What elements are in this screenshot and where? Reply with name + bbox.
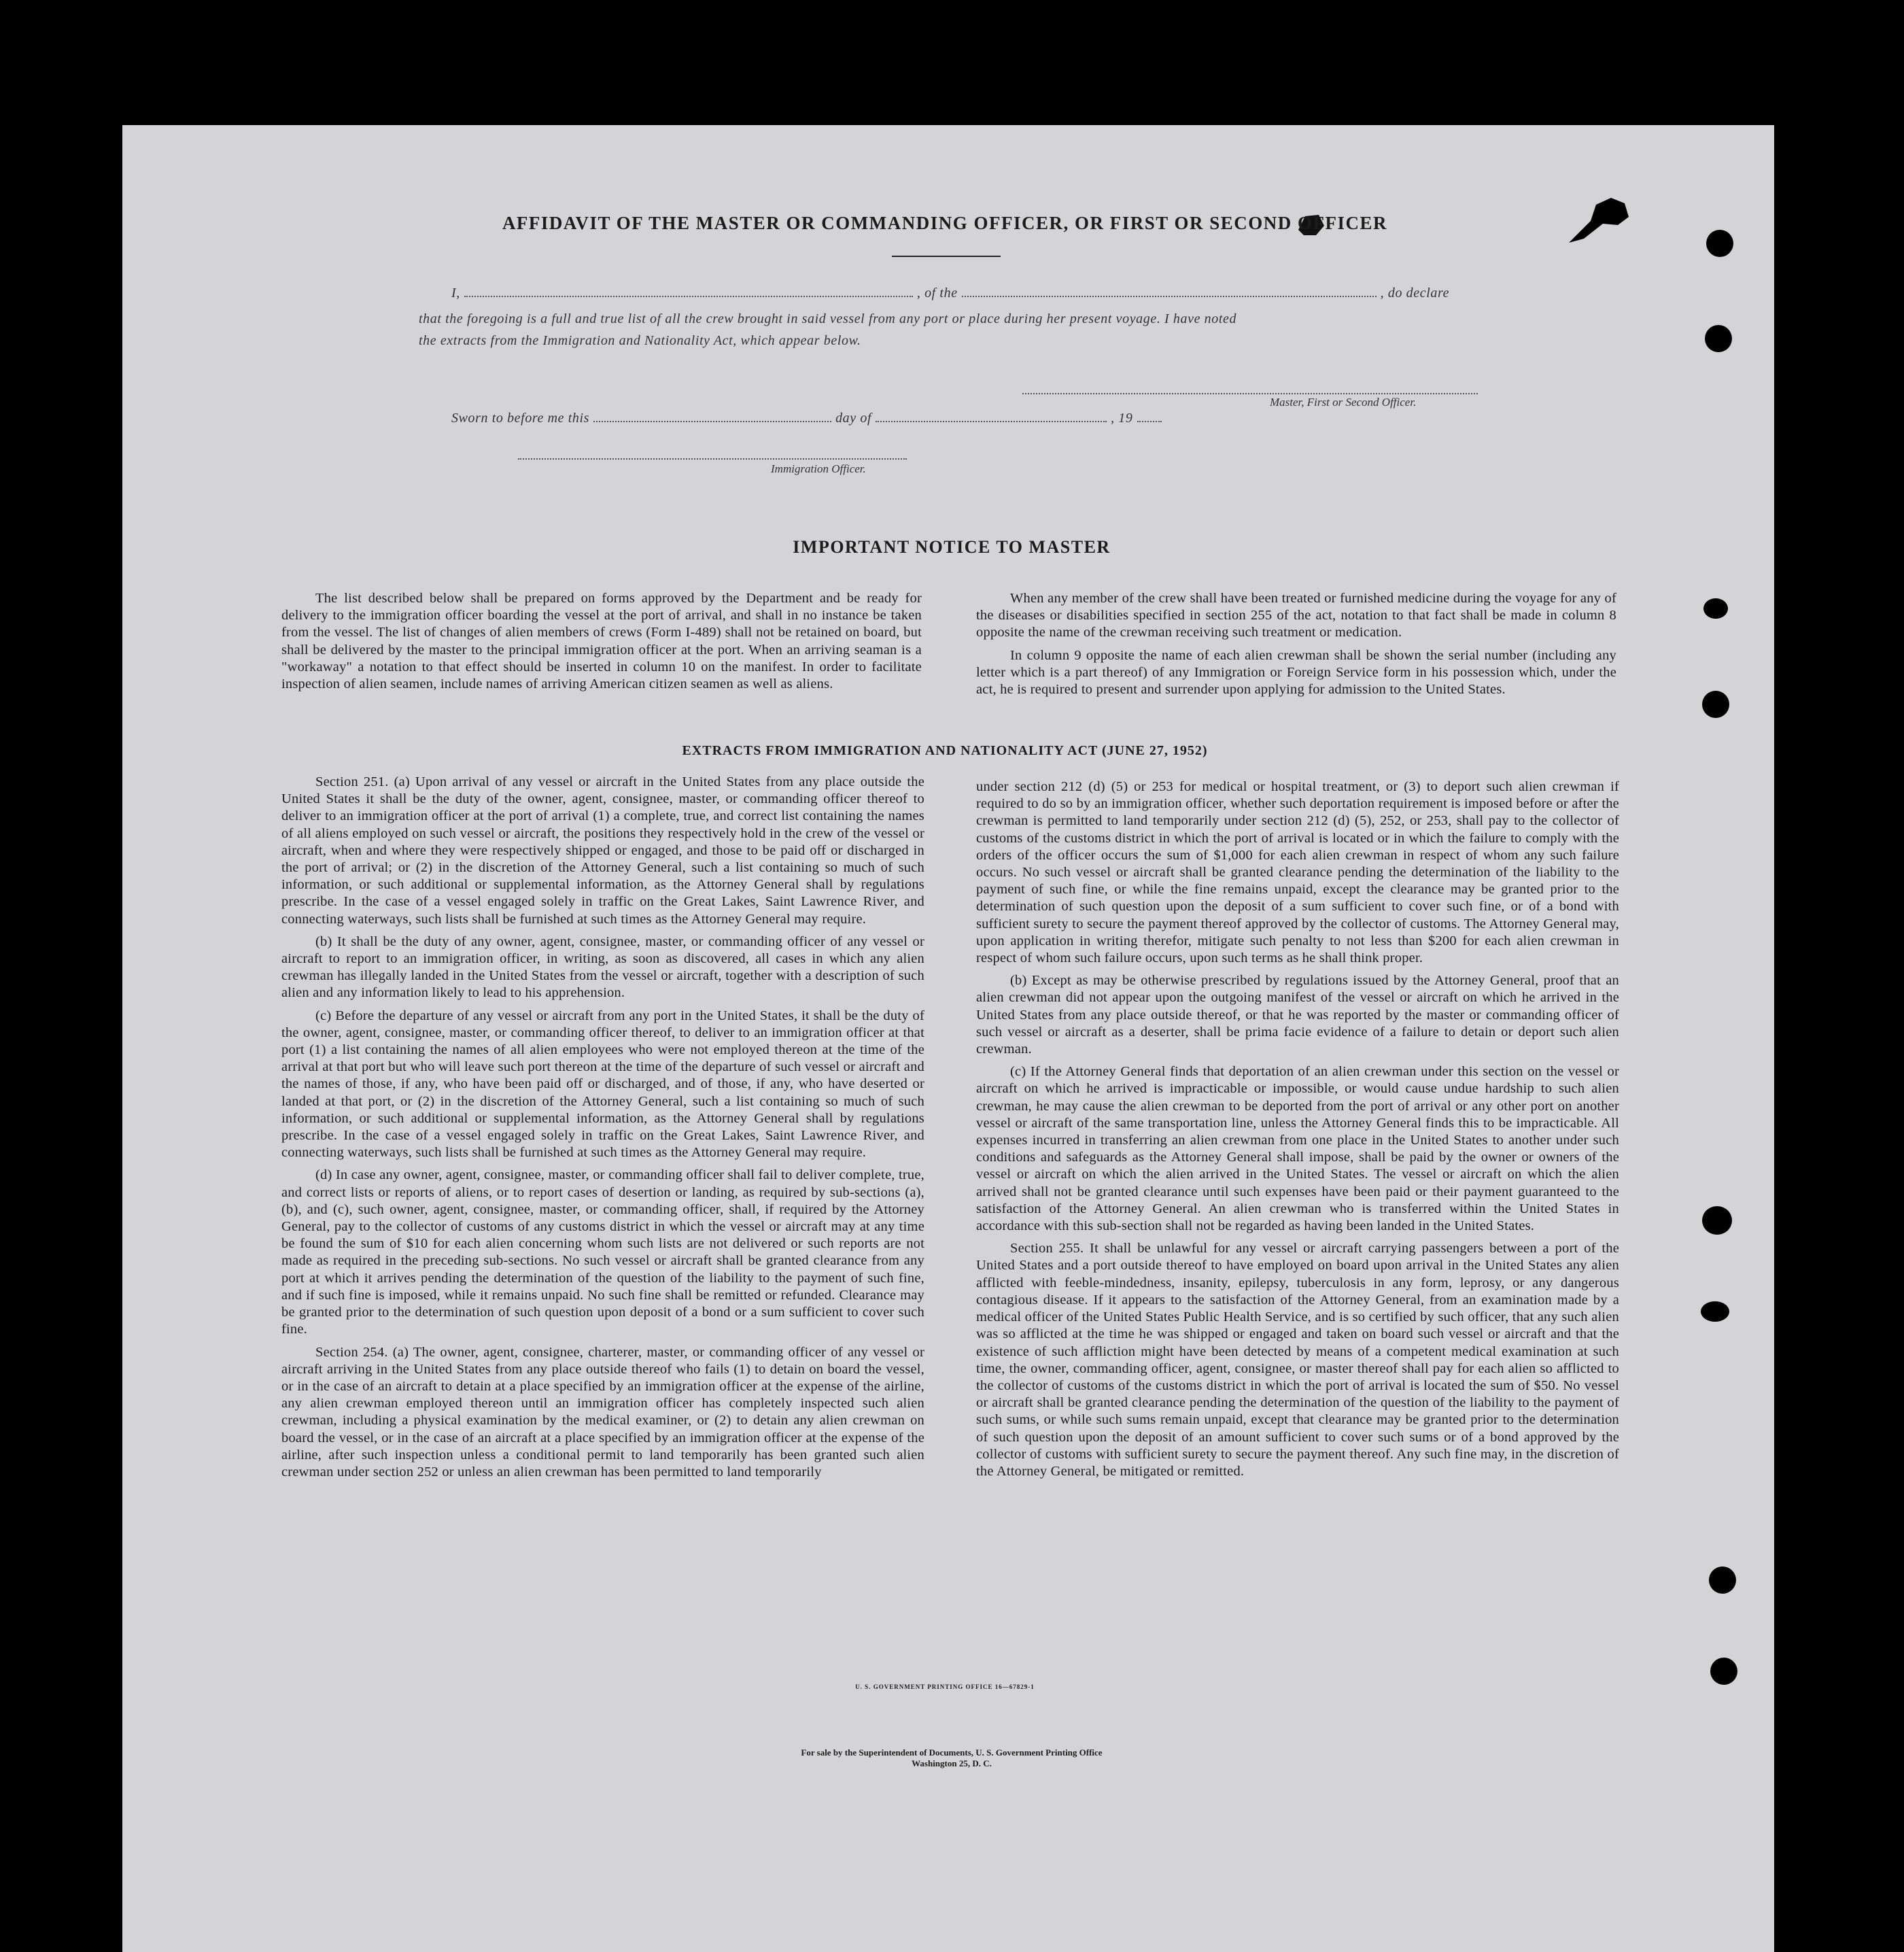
sworn-month-field[interactable] bbox=[876, 421, 1107, 422]
sworn-year-field[interactable] bbox=[1137, 421, 1162, 422]
section-251-b: (b) It shall be the duty of any owner, agent, consignee, master, or commanding officer of any vessel or aircraft to report to an immigration officer, in writing, as soon as discovered, all cases in which any alien crewman has illegally landed in the United States from the vessel or aircraft, together with a description of such alien and any information likely to lead to his apprehension. bbox=[281, 934, 924, 1001]
immigration-signature-line[interactable] bbox=[518, 458, 907, 460]
notice-title: IMPORTANT NOTICE TO MASTER bbox=[793, 537, 1111, 557]
notice-right-column bbox=[976, 590, 1616, 704]
officer-signature-line[interactable] bbox=[1022, 393, 1478, 394]
notice-right-paragraph-1: When any member of the crew shall have been treated or furnished medicine during the voyage for any of the diseases or disabilities specified in section 255 of the act, notation to that fact shall be made in column 8 opposite the name of the crewman receiving such treatment or medication. bbox=[976, 591, 1616, 640]
of-the-label: , of the bbox=[916, 286, 958, 301]
punch-hole bbox=[1709, 1566, 1736, 1594]
title-rule bbox=[892, 256, 1001, 257]
notice-left-column bbox=[281, 590, 922, 698]
punch-hole bbox=[1703, 598, 1728, 619]
year-label: , 19 bbox=[1111, 411, 1133, 426]
extracts-right-column bbox=[976, 778, 1619, 1486]
section-255: Section 255. It shall be unlawful for any vessel or aircraft carrying passengers between a port of the United States and a port outside thereof to have employed on board upon arrival in the United States any alien afflicted with feeble-mindedness, insanity, epilepsy, tuberculosis in any form, leprosy, or any dangerous contagious disease. If it appears to the satisfaction of the Attorney General, from an examination made by a medical officer of the United States Public Health Service, and is so certified by such officer, that any such alien was so afflicted at the time he was shipped or engaged and taken on board such vessel or aircraft and that the existence of such affliction might have been detected by means of a competent medical examination at such time, the owner, commanding officer, agent, consignee, or master thereof shall pay for each alien so afflicted to the collector of customs of the customs district in which the port of arrival is located the sum of $50. No vessel or aircraft shall be granted clearance pending the determination of the question of the liability to the payment of such sums, or while such sums remain unpaid, except that clearance may be granted prior to the determination of such question upon the deposit of an amount sufficient to cover such sums or of a bond approved by the collector of customs with sufficient surety to secure the payment thereof. Any such fine may, in the discretion of the Attorney General, be mitigated or remitted. bbox=[976, 1241, 1619, 1479]
section-251-a: Section 251. (a) Upon arrival of any vessel or aircraft in the United States from any place outside the United States it shall be the duty of the owner, agent, consignee, master, or commanding officer thereof to deliver to an immigration officer at the port of arrival (1) a complete, true, and correct list containing the names of all aliens employed on such vessel or aircraft, the positions they respectively hold in the crew of the vessel or aircraft, when and where they were respectively shipped or engaged, and those to be paid off or discharged in the port of arrival; or (2) in the discretion of the Attorney General, such a list containing so much of such information, or such additional or supplemental information, as the Attorney General shall by regulations prescribe. In the case of a vessel engaged solely in traffic on the Great Lakes, Saint Lawrence River, and connecting waterways, such lists shall be furnished at such times as the Attorney General may require. bbox=[281, 774, 924, 927]
punch-hole bbox=[1710, 1658, 1737, 1685]
immigration-caption: Immigration Officer. bbox=[771, 462, 866, 475]
statement-line-2: the extracts from the Immigration and Nationality Act, which appear below. bbox=[419, 333, 861, 348]
extracts-left-column bbox=[281, 774, 924, 1486]
torn-corner-mark bbox=[1563, 194, 1638, 248]
section-254-c: (c) If the Attorney General finds that deportation of an alien crewman under this section on the vessel or aircraft on which he arrived is impracticable or impossible, or would cause undue hardship to such alien crewman, he may cause the alien crewman to be deported from the port of arrival or any other port on another vessel or aircraft of the same transportation line, unless the Attorney General finds this to be impracticable. All expenses incurred in transferring an alien crewman from one place in the United States to another under such conditions and safeguards as the Attorney General shall impose, shall be paid by the owner or owners of the vessel or aircraft on which the alien arrived in the United States. The vessel or aircraft on which the alien arrived shall not be granted clearance until such expenses have been paid or their payment guaranteed to the satisfaction of the Attorney General. An alien crewman who is transferred within the United States in accordance with this sub-section shall not be regarded as having been landed in the United States. bbox=[976, 1064, 1619, 1234]
footer bbox=[666, 1747, 1237, 1769]
punch-hole bbox=[1702, 691, 1729, 718]
sworn-line bbox=[451, 411, 1226, 426]
section-254-a: Section 254. (a) The owner, agent, consignee, charterer, master, or commanding officer of any vessel or aircraft arriving in the United States from any place outside thereof who fails (1) to detain on board the vessel, or in the case of an aircraft to detain at a place specified by an immigration officer at the expense of the airline, any alien crewman employed thereon until an immigration officer has completely inspected such alien crewman, including a physical examination by the medical examiner, or (2) to detain any alien crewman on board the vessel, or in the case of an aircraft at a place specified by an immigration officer at the expense of the airline, after such inspection unless a conditional permit to land temporarily has been granted such alien crewman under section 252 or unless an alien crewman has been permitted to land temporarily bbox=[281, 1344, 924, 1479]
declarant-line bbox=[451, 286, 1478, 301]
section-254-b: (b) Except as may be otherwise prescribed by regulations issued by the Attorney General, proof that an alien crewman did not appear upon the outgoing manifest of the vessel or aircraft on which he arrived in the United States from any place outside thereof, or that he was reported by the master or commanding officer of such vessel or aircraft as a deserter, shall be prima facie evidence of a failure to detain or deport such alien crewman. bbox=[976, 973, 1619, 1057]
section-251-c: (c) Before the departure of any vessel or aircraft from any port in the United States, it shall be the duty of the owner, agent, consignee, master, or commanding officer thereof, to deliver to an immigration officer at that port (1) a list containing the names of all alien employees who were not employed thereon at the time of the arrival at that port but who will leave such port thereon at the time of the departure of such vessel or aircraft and the names of those, if any, who have been paid off or discharged, and of those, if any, who have deserted or landed at that port, or (2) in the discretion of the Attorney General, such a list containing so much of such information, or such additional or supplemental information, as the Attorney General shall by regulations prescribe. In the case of a vessel engaged solely in traffic on the Great Lakes, Saint Lawrence River, and connecting waterways, such lists shall be furnished at such times as the Attorney General may require. bbox=[281, 1008, 924, 1161]
printing-office-code: U. S. GOVERNMENT PRINTING OFFICE 16—67829-1 bbox=[855, 1683, 1035, 1690]
footer-line-2: Washington 25, D. C. bbox=[912, 1758, 992, 1768]
footer-line-1: For sale by the Superintendent of Documents, U. S. Government Printing Office bbox=[801, 1747, 1103, 1758]
affidavit-title: AFFIDAVIT OF THE MASTER OR COMMANDING OFFICER, OR FIRST OR SECOND OFFICER bbox=[502, 213, 1388, 233]
notice-left-paragraph: The list described below shall be prepared on forms approved by the Department and be ready for delivery to the immigration officer boarding the vessel at the port of arrival, and shall in no instance be taken from the vessel. The list of changes of alien members of crews (Form I-489) shall not be retained on board, but shall be delivered by the master to the principal immigration officer at the port. When an arriving seaman is a "workaway" a notation to that effect should be inserted in column 10 on the manifest. In order to facilitate inspection of alien seamen, include names of arriving American citizen seamen as well as aliens. bbox=[281, 591, 922, 692]
officer-caption: Master, First or Second Officer. bbox=[1270, 396, 1417, 409]
statement-line-1: that the foregoing is a full and true list of all the crew brought in said vessel from any port or place during her present voyage. I have noted bbox=[419, 311, 1237, 326]
punch-hole bbox=[1701, 1301, 1729, 1322]
punch-hole bbox=[1702, 1206, 1732, 1235]
sworn-day-field[interactable] bbox=[593, 421, 831, 422]
i-label: I, bbox=[451, 286, 460, 301]
day-of-label: day of bbox=[835, 411, 872, 426]
name-field[interactable] bbox=[464, 296, 913, 297]
do-declare-label: , do declare bbox=[1380, 286, 1450, 301]
section-254-a-continued: under section 212 (d) (5) or 253 for medical or hospital treatment, or (3) to deport such alien crewman if required to do so by an immigration officer, whether such deportation requirement is imposed before or after the crewman is permitted to land temporarily under section 212 (d) (5), 252, or 253, shall pay to the collector of customs of the customs district in which the port of arrival is located or in which the failure to comply with the orders of the officer occurs the sum of $1,000 for each alien crewman in respect of whom any such failure occurs. No such vessel or aircraft shall be granted clearance pending the determination of the liability to the payment of such fine, or while the fine remains unpaid, except the clearance may be granted prior to the determination of such question upon the deposit of a sum sufficient to cover such fine, or of a bond with sufficient surety to secure the payment thereof approved by the collector of customs. The Attorney General may, upon application in writing therefor, mitigate such penalty to not less than $200 for each alien crewman in respect of whom such failure occurs, upon such terms as he shall think proper. bbox=[976, 779, 1619, 966]
punch-hole bbox=[1705, 325, 1732, 352]
extracts-title: EXTRACTS FROM IMMIGRATION AND NATIONALITY ACT (JUNE 27, 1952) bbox=[682, 743, 1208, 758]
notice-right-paragraph-2: In column 9 opposite the name of each alien crewman shall be shown the serial number (including any letter which is a part thereof) of any Immigration or Foreign Service form in his possession which, under the act, he is required to present and surrender upon applying for admission to the United States. bbox=[976, 647, 1616, 698]
section-251-d: (d) In case any owner, agent, consignee, master, or commanding officer shall fail to deliver complete, true, and correct lists or reports of aliens, or to report cases of desertion or landing, as required by sub-sections (a), (b), and (c), such owner, agent, consignee, master, or commanding officer, shall, if required by the Attorney General, pay to the collector of customs of any customs district in which the vessel or aircraft may at any time be found the sum of $10 for each alien concerning whom such lists are not delivered or such reports are not made as required in the preceding sub-sections. No such vessel or aircraft shall be granted clearance from any port at which it arrives pending the determination of the question of the liability to the payment of such fine, and if such fine is imposed, while it remains unpaid. No such fine shall be remitted or refunded. Clearance may be granted prior to the determination of such question upon deposit of a bond or a sum sufficient to cover such fine. bbox=[281, 1167, 924, 1337]
punch-hole bbox=[1706, 230, 1733, 257]
vessel-field[interactable] bbox=[962, 296, 1377, 297]
sworn-label: Sworn to before me this bbox=[451, 411, 590, 426]
